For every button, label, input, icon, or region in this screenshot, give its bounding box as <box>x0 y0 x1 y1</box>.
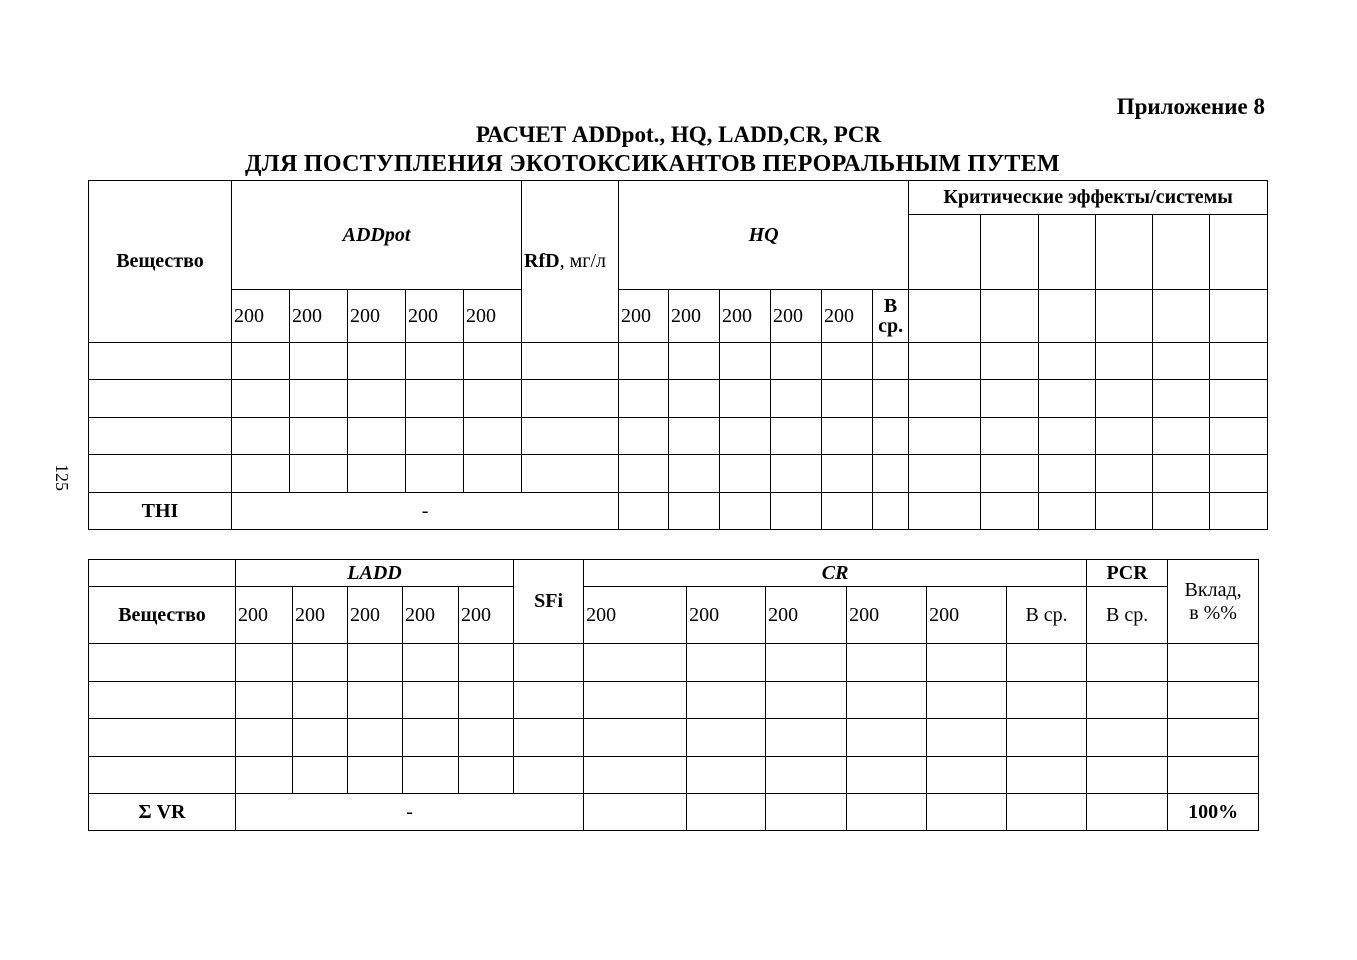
table-row <box>89 757 1259 794</box>
critical-cell <box>1039 215 1096 290</box>
cr-year-4: 200 <box>847 587 927 644</box>
table-row <box>89 380 1268 418</box>
table-row <box>89 719 1259 757</box>
substance-header: Вещество <box>89 181 232 343</box>
cr-average-header: В ср. <box>1007 587 1087 644</box>
vr-sum-dash: - <box>236 794 584 831</box>
cr-year-2: 200 <box>687 587 766 644</box>
critical-cell <box>981 290 1039 343</box>
ladd-year-5: 200 <box>459 587 514 644</box>
ladd-year-4: 200 <box>403 587 459 644</box>
table-row <box>89 682 1259 719</box>
critical-cell <box>1039 290 1096 343</box>
hq-year-2: 200 <box>669 290 720 343</box>
critical-cell <box>1210 215 1268 290</box>
total-percent: 100% <box>1168 794 1259 831</box>
total-row <box>89 493 1268 530</box>
thi-label: THI <box>89 493 232 530</box>
hq-average-header <box>873 290 909 343</box>
addpot-year-3: 200 <box>348 290 406 343</box>
critical-cell <box>981 215 1039 290</box>
critical-cell <box>1153 215 1210 290</box>
contribution-header <box>1168 560 1259 644</box>
thi-dash: - <box>232 493 619 530</box>
ladd-year-3: 200 <box>348 587 403 644</box>
critical-effects-header: Критические эффекты/системы <box>909 181 1268 215</box>
rfd-header <box>522 181 619 343</box>
addpot-hq-table <box>88 180 1268 530</box>
critical-cell <box>1096 290 1153 343</box>
page-number: 125 <box>52 464 72 491</box>
corner-cell <box>89 560 236 587</box>
cr-year-5: 200 <box>927 587 1007 644</box>
rfd-unit: , мг/л <box>559 250 606 272</box>
sfi-header: SFi <box>514 560 584 644</box>
cr-header: CR <box>584 560 1087 587</box>
critical-cell <box>1210 290 1268 343</box>
hq-year-1: 200 <box>619 290 669 343</box>
cr-year-1: 200 <box>584 587 687 644</box>
table-row <box>89 418 1268 455</box>
document-subtitle: ДЛЯ ПОСТУПЛЕНИЯ ЭКОТОКСИКАНТОВ ПЕРОРАЛЬНЫМ ПУТЕМ <box>245 151 1060 177</box>
critical-cell <box>1153 290 1210 343</box>
appendix-label: Приложение 8 <box>1116 94 1265 119</box>
pcr-average-header: В ср. <box>1087 587 1168 644</box>
critical-cell <box>1096 215 1153 290</box>
table-row <box>89 644 1259 682</box>
hq-year-4: 200 <box>771 290 822 343</box>
ladd-year-1: 200 <box>236 587 293 644</box>
addpot-year-5: 200 <box>464 290 522 343</box>
ladd-cr-table <box>88 559 1259 831</box>
ladd-year-2: 200 <box>293 587 348 644</box>
hq-year-5: 200 <box>822 290 873 343</box>
addpot-year-1: 200 <box>232 290 290 343</box>
document-title: РАСЧЕТ ADDpot., HQ, LADD,CR, PCR <box>475 122 882 147</box>
hq-year-3: 200 <box>720 290 771 343</box>
ladd-header: LADD <box>236 560 514 587</box>
contribution-line2: в %% <box>1189 601 1237 624</box>
rfd-label: RfD <box>524 250 560 272</box>
pcr-header: PCR <box>1087 560 1168 587</box>
table-row <box>89 343 1268 380</box>
avg-line1: В <box>883 295 898 317</box>
total-row <box>89 794 1259 831</box>
table-row <box>89 455 1268 493</box>
vr-sum-label: Σ VR <box>89 794 236 831</box>
critical-cell <box>909 290 981 343</box>
hq-header: HQ <box>619 181 909 290</box>
critical-cell <box>909 215 981 290</box>
substance-header: Вещество <box>89 587 236 644</box>
contribution-line1: Вклад, <box>1184 578 1242 601</box>
addpot-header: ADDpot <box>232 181 522 290</box>
cr-year-3: 200 <box>766 587 847 644</box>
addpot-year-4: 200 <box>406 290 464 343</box>
addpot-year-2: 200 <box>290 290 348 343</box>
avg-line2: ср. <box>878 315 904 337</box>
